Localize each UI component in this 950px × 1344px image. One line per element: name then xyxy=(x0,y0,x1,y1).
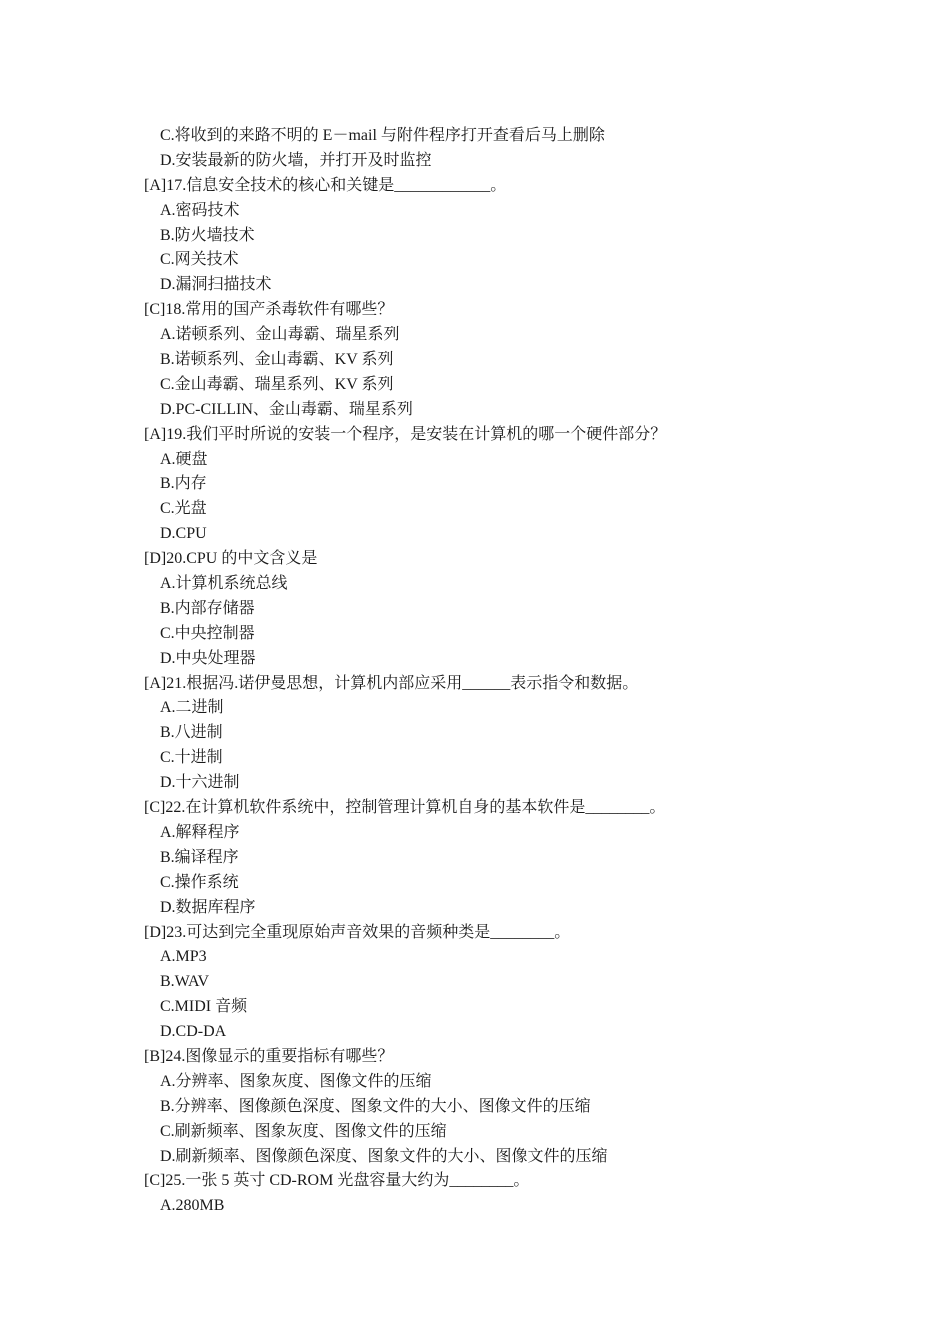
answer-option: D.CD-DA xyxy=(160,1023,227,1041)
question-text: [A]19.我们平时所说的安装一个程序，是安装在计算机的哪一个硬件部分？ xyxy=(144,425,667,443)
answer-option: D.安装最新的防火墙，并打开及时监控 xyxy=(160,151,432,169)
answer-option: D.中央处理器 xyxy=(160,649,256,667)
question-text: [D]20.CPU 的中文含义是 xyxy=(144,550,318,568)
answer-option: A.解释程序 xyxy=(160,823,240,841)
question-text: [A]17.信息安全技术的核心和关键是____________。 xyxy=(144,176,507,194)
answer-option: A.二进制 xyxy=(160,699,224,717)
answer-option: C.中央控制器 xyxy=(160,624,255,642)
document-page xyxy=(0,124,950,1219)
answer-option: C.操作系统 xyxy=(160,873,239,891)
answer-option: B.WAV xyxy=(160,973,210,991)
answer-option: A.硬盘 xyxy=(160,450,208,468)
answer-option: C.网关技术 xyxy=(160,251,239,269)
answer-option: C.刷新频率、图象灰度、图像文件的压缩 xyxy=(160,1122,447,1140)
answer-option: D.PC-CILLIN、金山毒霸、瑞星系列 xyxy=(160,400,413,418)
answer-option: A.分辨率、图象灰度、图像文件的压缩 xyxy=(160,1072,432,1090)
question-text: [A]21.根据冯.诺伊曼思想，计算机内部应采用______表示指令和数据。 xyxy=(144,674,639,692)
answer-option: D.十六进制 xyxy=(160,774,240,792)
answer-option: D.漏洞扫描技术 xyxy=(160,276,272,294)
answer-option: C.十进制 xyxy=(160,749,223,767)
answer-option: A.诺顿系列、金山毒霸、瑞星系列 xyxy=(160,326,400,344)
answer-option: B.编译程序 xyxy=(160,848,239,866)
answer-option: A.280MB xyxy=(160,1197,225,1215)
question-text: [C]25.一张 5 英寸 CD-ROM 光盘容量大约为________。 xyxy=(144,1172,530,1190)
answer-option: A.密码技术 xyxy=(160,201,240,219)
answer-option: C.将收到的来路不明的 E－mail 与附件程序打开查看后马上删除 xyxy=(160,127,605,144)
answer-option: D.CPU xyxy=(160,525,207,543)
answer-option: C.MIDI 音频 xyxy=(160,998,248,1016)
answer-option: D.数据库程序 xyxy=(160,898,256,916)
answer-option: B.八进制 xyxy=(160,724,223,742)
answer-option: B.诺顿系列、金山毒霸、KV 系列 xyxy=(160,351,394,369)
question-text: [C]18.常用的国产杀毒软件有哪些？ xyxy=(144,301,394,319)
answer-option: A.MP3 xyxy=(160,948,207,966)
answer-option: D.刷新频率、图像颜色深度、图象文件的大小、图像文件的压缩 xyxy=(160,1147,608,1165)
answer-option: C.光盘 xyxy=(160,500,207,518)
question-text: [B]24.图像显示的重要指标有哪些？ xyxy=(144,1047,394,1065)
question-text: [C]22.在计算机软件系统中，控制管理计算机自身的基本软件是________。 xyxy=(144,799,666,817)
answer-option: B.防火墙技术 xyxy=(160,226,255,244)
answer-option: C.金山毒霸、瑞星系列、KV 系列 xyxy=(160,375,394,393)
answer-option: A.计算机系统总线 xyxy=(160,575,288,593)
answer-option: B.内部存储器 xyxy=(160,599,255,617)
answer-option: B.内存 xyxy=(160,475,207,493)
question-text: [D]23.可达到完全重现原始声音效果的音频种类是________。 xyxy=(144,923,571,941)
answer-option: B.分辨率、图像颜色深度、图象文件的大小、图像文件的压缩 xyxy=(160,1097,591,1115)
